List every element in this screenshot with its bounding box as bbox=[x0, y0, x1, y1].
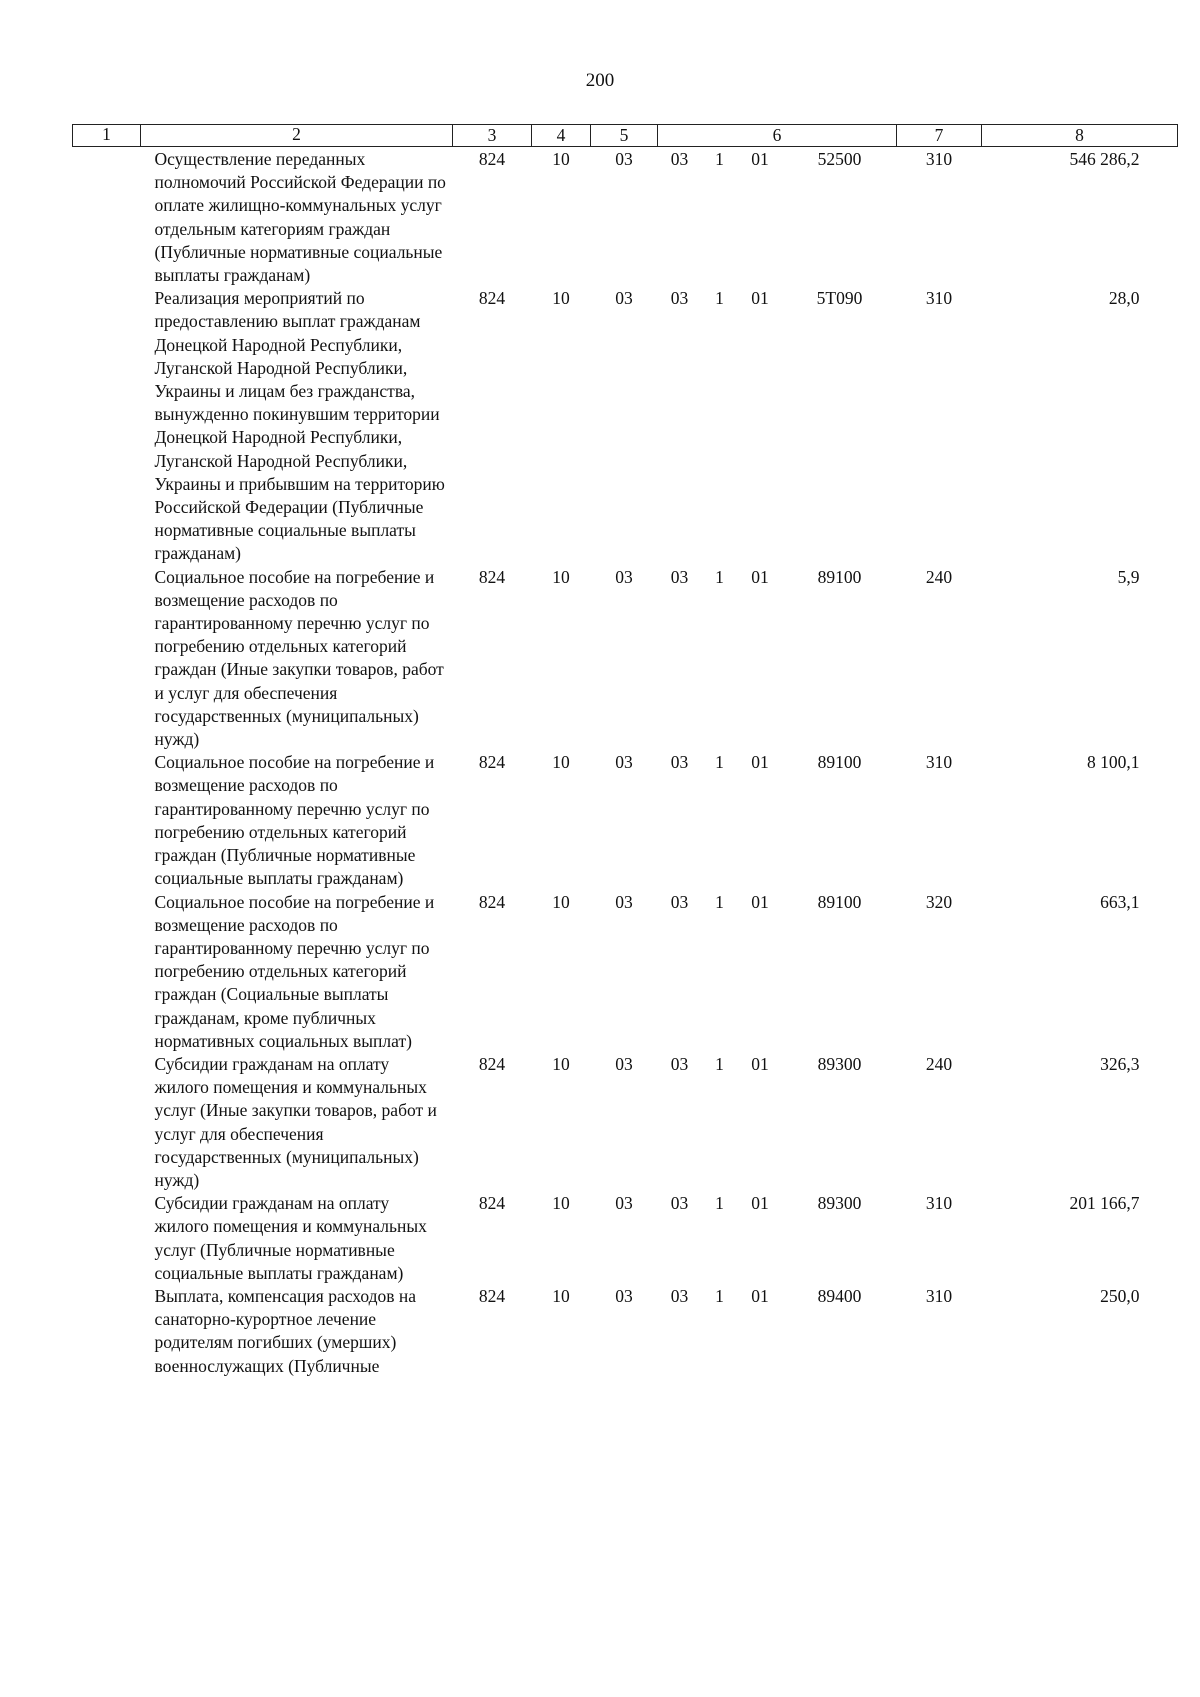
row-target-code-4: 89300 bbox=[817, 1193, 862, 1214]
row-target-code-2: 1 bbox=[715, 752, 724, 773]
row-amount: 663,1 bbox=[1100, 891, 1140, 912]
table-row bbox=[73, 147, 1178, 288]
table-row bbox=[73, 1192, 1178, 1285]
row-target-code-1: 03 bbox=[670, 1193, 689, 1214]
row-target-code-2: 1 bbox=[715, 1193, 724, 1214]
row-target-code-2: 1 bbox=[715, 891, 724, 912]
row-target-code-1: 03 bbox=[670, 1053, 689, 1074]
row-col-3: 824 bbox=[478, 566, 506, 587]
header-row bbox=[73, 125, 1178, 147]
row-target-code-4: 89100 bbox=[817, 566, 862, 587]
header-col-5: 5 bbox=[591, 125, 658, 147]
header-col-6: 6 bbox=[658, 125, 897, 147]
row-amount: 201 166,7 bbox=[1069, 1193, 1140, 1214]
row-target-code-4: 89100 bbox=[817, 891, 862, 912]
row-target-code-4: 89100 bbox=[817, 752, 862, 773]
row-target-code-1: 03 bbox=[670, 1285, 689, 1306]
row-amount: 546 286,2 bbox=[1069, 149, 1140, 169]
row-col-7: 310 bbox=[925, 1193, 953, 1214]
row-col-5: 03 bbox=[615, 1193, 633, 1214]
header-col-3: 3 bbox=[453, 125, 532, 147]
row-col-4: 10 bbox=[552, 288, 570, 309]
row-col-7: 310 bbox=[925, 288, 953, 309]
table-row bbox=[73, 1053, 1178, 1192]
budget-table bbox=[72, 124, 1178, 1378]
row-target-code-4: 89400 bbox=[817, 1285, 862, 1306]
row-col-3: 824 bbox=[478, 1193, 506, 1214]
row-target-code-3: 01 bbox=[751, 1193, 769, 1214]
header-col-8: 8 bbox=[982, 125, 1178, 147]
row-target-code-3: 01 bbox=[751, 566, 769, 587]
row-col-5: 03 bbox=[615, 752, 633, 773]
row-col-3: 824 bbox=[478, 1053, 506, 1074]
row-target-code-1: 03 bbox=[670, 566, 689, 587]
row-target-code-1: 03 bbox=[670, 149, 689, 169]
row-col-3: 824 bbox=[478, 149, 506, 169]
row-col-3: 824 bbox=[478, 288, 506, 309]
row-target-code-1: 03 bbox=[670, 891, 689, 912]
row-col-5: 03 bbox=[615, 1053, 633, 1074]
table-row bbox=[73, 1285, 1178, 1378]
table-header bbox=[73, 125, 1178, 147]
row-col-4: 10 bbox=[552, 752, 570, 773]
row-target-code-3: 01 bbox=[751, 288, 769, 309]
row-target-code-2: 1 bbox=[715, 1053, 724, 1074]
row-name: Субсидии гражданам на оплату жилого помещения и коммунальных услуг (Иные закупки товаров, работ и услуг для обеспечения государственных (муниципальных) нужд) bbox=[154, 1053, 437, 1190]
table-body bbox=[73, 147, 1178, 1378]
table-row bbox=[73, 287, 1178, 565]
header-col-1: 1 bbox=[73, 125, 141, 146]
row-col-5: 03 bbox=[615, 1285, 633, 1306]
row-col-7: 240 bbox=[925, 1053, 953, 1074]
row-target-code-4: 52500 bbox=[817, 149, 862, 169]
row-target-code-2: 1 bbox=[715, 566, 724, 587]
row-col-4: 10 bbox=[552, 149, 570, 169]
row-target-code-2: 1 bbox=[715, 149, 724, 169]
row-target-code-1: 03 bbox=[670, 752, 689, 773]
row-name: Социальное пособие на погребение и возмещение расходов по гарантированному перечню услуг по погребению отдельных категорий граждан (Социальные выплаты гражданам, кроме публичных нормативных социальных выплат) bbox=[154, 891, 435, 1051]
header-col-4: 4 bbox=[532, 125, 591, 147]
header-col-1-2 bbox=[73, 125, 453, 147]
row-amount: 8 100,1 bbox=[1087, 752, 1140, 773]
row-amount: 326,3 bbox=[1100, 1053, 1140, 1074]
row-col-3: 824 bbox=[478, 891, 506, 912]
row-col-4: 10 bbox=[552, 566, 570, 587]
row-name: Социальное пособие на погребение и возмещение расходов по гарантированному перечню услуг по погребению отдельных категорий граждан (Публичные нормативные социальные выплаты гражданам) bbox=[154, 752, 435, 889]
row-col-4: 10 bbox=[552, 1285, 570, 1306]
row-col-5: 03 bbox=[615, 288, 633, 309]
row-col-7: 310 bbox=[925, 149, 953, 169]
row-amount: 5,9 bbox=[1117, 566, 1140, 587]
row-col-3: 824 bbox=[478, 1285, 506, 1306]
header-col-2: 2 bbox=[292, 124, 301, 144]
row-name: Реализация мероприятий по предоставлению выплат гражданам Донецкой Народной Республики, Луганской Народной Республики, Украины и лицам без гражданства, вынужденно покинувшим территории Донецкой Народной Республики, Луганской Народной Республики, Украины и прибывшим на территорию Российской Федерации (Публичные нормативные социальные выплаты гражданам) bbox=[154, 288, 445, 564]
row-target-code-4: 5Т090 bbox=[816, 288, 863, 309]
row-name: Выплата, компенсация расходов на санаторно-курортное лечение родителям погибших (умерших) военнослужащих (Публичные bbox=[154, 1285, 417, 1376]
row-col-7: 310 bbox=[925, 1285, 953, 1306]
row-col-4: 10 bbox=[552, 1193, 570, 1214]
row-col-5: 03 bbox=[615, 891, 633, 912]
row-amount: 250,0 bbox=[1100, 1285, 1140, 1306]
row-col-7: 240 bbox=[925, 566, 953, 587]
row-col-7: 310 bbox=[925, 752, 953, 773]
row-target-code-3: 01 bbox=[751, 1053, 769, 1074]
table-row bbox=[73, 751, 1178, 890]
row-target-code-4: 89300 bbox=[817, 1053, 862, 1074]
row-col-7: 320 bbox=[925, 891, 953, 912]
row-col-4: 10 bbox=[552, 1053, 570, 1074]
table-row bbox=[73, 566, 1178, 752]
header-col-7: 7 bbox=[897, 125, 982, 147]
row-target-code-3: 01 bbox=[751, 891, 769, 912]
page-number: 200 bbox=[585, 70, 615, 91]
row-target-code-3: 01 bbox=[751, 1285, 769, 1306]
row-col-3: 824 bbox=[478, 752, 506, 773]
row-name: Субсидии гражданам на оплату жилого помещения и коммунальных услуг (Публичные нормативные социальные выплаты гражданам) bbox=[154, 1193, 427, 1283]
row-target-code-2: 1 bbox=[715, 288, 724, 309]
row-target-code-2: 1 bbox=[715, 1285, 724, 1306]
row-name: Социальное пособие на погребение и возмещение расходов по гарантированному перечню услуг по погребению отдельных категорий граждан (Иные закупки товаров, работ и услуг для обеспечения государственных (муниципальных) нужд) bbox=[154, 566, 444, 750]
row-name: Осуществление переданных полномочий Российской Федерации по оплате жилищно-коммунальных услуг отдельным категориям граждан (Публичные нормативные социальные выплаты гражданам) bbox=[154, 149, 446, 286]
row-amount: 28,0 bbox=[1108, 288, 1140, 309]
row-target-code-3: 01 bbox=[751, 149, 769, 169]
table-row bbox=[73, 891, 1178, 1053]
row-col-5: 03 bbox=[615, 566, 633, 587]
row-target-code-1: 03 bbox=[670, 288, 689, 309]
row-col-4: 10 bbox=[552, 891, 570, 912]
row-target-code-3: 01 bbox=[751, 752, 769, 773]
row-col-5: 03 bbox=[615, 149, 633, 169]
